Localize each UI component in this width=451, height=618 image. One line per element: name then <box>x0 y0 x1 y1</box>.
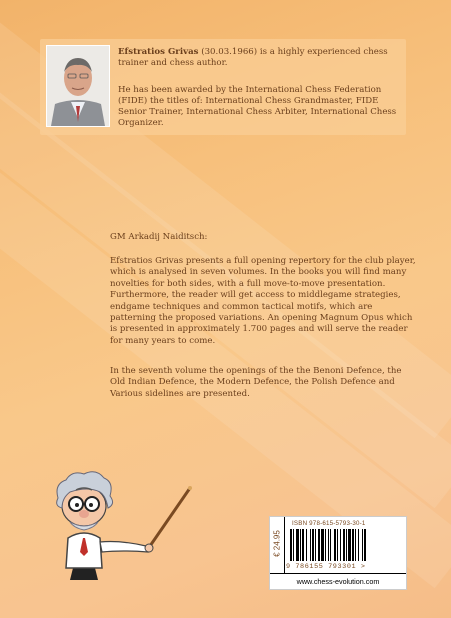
barcode-bar <box>306 529 307 561</box>
barcode-bar <box>346 529 347 561</box>
barcode-bar <box>302 529 304 561</box>
volume-description: In the seventh volume the openings of the the Benoni Defence, the Old Indian Defence, the Modern Defence, the Polish Defence and Various sidelines are presented. <box>110 366 402 399</box>
review-paragraph: Efstratios Grivas presents a full opening repertory for the club player, which is analysed in seven volumes. In the books you will find many novelties for both sides, with a full move-to-move presentation. Furthermore, the reader will get access to middlegame strategies, endgame techniques and common tactical motifs, which are patterning the proposed variations. An opening Magnum Opus which is presented in approximately 1.700 pages and will serve the reader for many years to come. <box>110 256 416 346</box>
barcode-label <box>269 516 407 590</box>
publisher-url: www.chess-evolution.com <box>270 573 406 590</box>
author-bio-rest: (30.03.1966) is a highly experienced chess trainer and chess author. <box>118 47 388 68</box>
barcode-bar <box>296 529 299 561</box>
barcode-bar <box>321 529 324 561</box>
barcode-bar <box>352 529 354 561</box>
barcode-bar <box>290 529 292 561</box>
barcode-bar <box>325 529 326 561</box>
barcode-bar <box>340 529 341 561</box>
ean-digits: 9 786155 793301 > <box>286 563 366 571</box>
barcode-bar <box>355 529 356 561</box>
review-author: GM Arkadij Naiditsch: <box>110 232 208 242</box>
author-name: Efstratios Grivas <box>118 47 199 57</box>
author-titles: He has been awarded by the International Chess Federation (FIDE) the titles of: International Chess Grandmaster, FIDE Senior Trainer, International Chess Arbiter, International Chess Organizer. <box>118 85 397 128</box>
author-box <box>40 39 406 135</box>
isbn-number: ISBN 978-615-5793-30-1 <box>292 520 366 527</box>
author-bio <box>118 47 400 69</box>
barcode-bar <box>300 529 301 561</box>
barcode-bar <box>315 529 316 561</box>
price-tag <box>270 517 285 573</box>
barcode-bar <box>312 529 314 561</box>
barcode-bar <box>318 529 320 561</box>
barcode-bar <box>330 529 331 561</box>
professor-illustration <box>50 468 200 580</box>
barcode-bar <box>358 529 359 561</box>
price: € 24.95 <box>272 530 282 557</box>
barcode-bar <box>343 529 345 561</box>
barcode-bar <box>348 529 351 561</box>
barcode-bar <box>362 529 363 561</box>
barcode-bars <box>288 529 400 563</box>
barcode-bar <box>293 529 294 561</box>
barcode-bar <box>364 529 366 561</box>
barcode-bar <box>334 529 336 561</box>
barcode-bar <box>337 529 338 561</box>
barcode-bar <box>310 529 311 561</box>
author-photo <box>46 45 110 127</box>
barcode-bar <box>328 529 329 561</box>
